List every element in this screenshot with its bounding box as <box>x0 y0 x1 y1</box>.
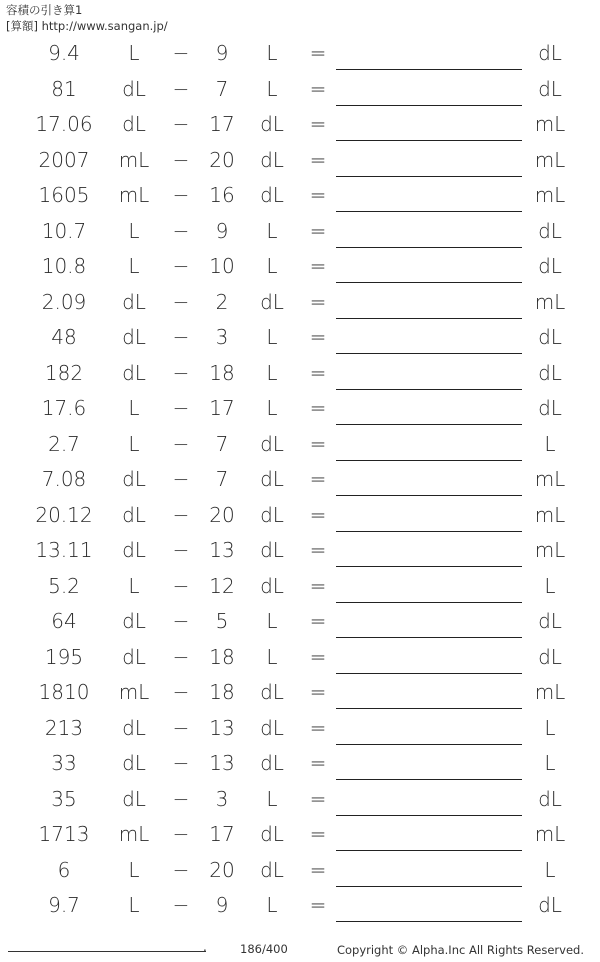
subtrahend-value: 3 <box>215 325 229 349</box>
subtrahend-unit: L <box>266 360 278 385</box>
minus-sign: − <box>172 680 190 704</box>
problem-row <box>0 36 600 72</box>
minus-sign: − <box>172 325 190 349</box>
equals-sign: = <box>309 822 327 846</box>
subtrahend-value: 18 <box>209 680 235 704</box>
minus-sign: − <box>172 360 190 385</box>
minuend-unit: dL <box>122 715 146 740</box>
result-unit: dL <box>538 360 562 385</box>
minuend-value: 64 <box>51 609 77 633</box>
equals-sign: = <box>309 431 327 456</box>
subtrahend-unit: L <box>266 644 278 669</box>
subtrahend-unit: dL <box>260 680 284 704</box>
answer-blank[interactable] <box>336 176 522 177</box>
problem-row <box>0 72 600 108</box>
subtrahend-value: 9 <box>215 218 229 243</box>
subtrahend-value: 2 <box>215 289 229 314</box>
problem-row <box>0 675 600 711</box>
minus-sign: − <box>172 786 190 811</box>
equals-sign: = <box>309 751 327 775</box>
result-unit: dL <box>538 786 562 811</box>
subtrahend-value: 20 <box>209 502 235 527</box>
problem-row <box>0 462 600 498</box>
minus-sign: − <box>172 502 190 527</box>
result-unit: dL <box>538 644 562 669</box>
result-unit: dL <box>538 609 562 633</box>
subtrahend-unit: dL <box>260 822 284 846</box>
equals-sign: = <box>309 112 327 136</box>
minus-sign: − <box>172 41 190 65</box>
subtrahend-unit: dL <box>260 431 284 456</box>
answer-blank[interactable] <box>336 531 522 532</box>
problem-row <box>0 178 600 214</box>
minuend-value: 195 <box>44 644 84 669</box>
result-unit: dL <box>538 218 562 243</box>
subtrahend-unit: dL <box>260 751 284 775</box>
subtrahend-value: 17 <box>209 112 235 136</box>
problem-row <box>0 746 600 782</box>
subtrahend-value: 12 <box>209 573 235 598</box>
equals-sign: = <box>309 396 327 420</box>
problem-row <box>0 391 600 427</box>
subtrahend-value: 13 <box>209 538 235 562</box>
equals-sign: = <box>309 76 327 101</box>
answer-blank[interactable] <box>336 140 522 141</box>
source-url: [算額] http://www.sangan.jp/ <box>6 19 168 33</box>
subtrahend-unit: L <box>266 609 278 633</box>
answer-blank[interactable] <box>336 69 522 70</box>
answer-blank[interactable] <box>336 602 522 603</box>
result-unit: mL <box>534 183 566 207</box>
subtrahend-value: 18 <box>209 360 235 385</box>
answer-blank[interactable] <box>336 282 522 283</box>
minus-sign: − <box>172 289 190 314</box>
result-unit: mL <box>534 147 566 172</box>
result-unit: L <box>544 751 556 775</box>
problem-row <box>0 533 600 569</box>
subtrahend-unit: L <box>266 786 278 811</box>
subtrahend-value: 17 <box>209 822 235 846</box>
result-unit: L <box>544 715 556 740</box>
problem-row <box>0 817 600 853</box>
problem-row <box>0 604 600 640</box>
problem-list <box>0 36 600 924</box>
problem-row <box>0 427 600 463</box>
equals-sign: = <box>309 254 327 278</box>
equals-sign: = <box>309 360 327 385</box>
subtrahend-value: 20 <box>209 147 235 172</box>
problem-row <box>0 640 600 676</box>
answer-blank[interactable] <box>336 318 522 319</box>
minuend-value: 10.8 <box>41 254 87 278</box>
minuend-unit: dL <box>122 538 146 562</box>
equals-sign: = <box>309 183 327 207</box>
worksheet-title: 容積の引き算1 <box>6 3 83 17</box>
answer-blank[interactable] <box>336 673 522 674</box>
result-unit: dL <box>538 325 562 349</box>
result-unit: dL <box>538 76 562 101</box>
minus-sign: − <box>172 857 190 882</box>
result-unit: dL <box>538 396 562 420</box>
equals-sign: = <box>309 467 327 491</box>
equals-sign: = <box>309 857 327 882</box>
subtrahend-unit: dL <box>260 289 284 314</box>
subtrahend-value: 13 <box>209 715 235 740</box>
subtrahend-unit: dL <box>260 183 284 207</box>
subtrahend-unit: dL <box>260 857 284 882</box>
subtrahend-value: 7 <box>215 431 229 456</box>
subtrahend-unit: L <box>266 254 278 278</box>
name-line[interactable] <box>8 951 206 952</box>
subtrahend-value: 10 <box>209 254 235 278</box>
minuend-unit: dL <box>122 325 146 349</box>
minuend-unit: dL <box>122 360 146 385</box>
problem-row <box>0 782 600 818</box>
minuend-unit: L <box>128 254 140 278</box>
minuend-value: 9.4 <box>48 41 80 65</box>
minus-sign: − <box>172 609 190 633</box>
result-unit: mL <box>534 680 566 704</box>
worksheet-header <box>6 2 168 34</box>
problem-row <box>0 356 600 392</box>
subtrahend-unit: L <box>266 396 278 420</box>
subtrahend-value: 20 <box>209 857 235 882</box>
result-unit: mL <box>534 538 566 562</box>
subtrahend-unit: dL <box>260 502 284 527</box>
subtrahend-unit: dL <box>260 573 284 598</box>
minuend-unit: L <box>128 396 140 420</box>
answer-blank[interactable] <box>336 779 522 780</box>
minus-sign: − <box>172 396 190 420</box>
answer-blank[interactable] <box>336 744 522 745</box>
subtrahend-unit: L <box>266 325 278 349</box>
minuend-value: 213 <box>44 715 84 740</box>
result-unit: mL <box>534 289 566 314</box>
subtrahend-unit: dL <box>260 538 284 562</box>
minuend-unit: dL <box>122 751 146 775</box>
answer-blank[interactable] <box>336 424 522 425</box>
minuend-value: 6 <box>57 857 71 882</box>
subtrahend-unit: dL <box>260 715 284 740</box>
minuend-unit: dL <box>122 467 146 491</box>
answer-blank[interactable] <box>336 850 522 851</box>
minuend-unit: dL <box>122 644 146 669</box>
subtrahend-unit: L <box>266 41 278 65</box>
minuend-value: 5.2 <box>48 573 80 598</box>
result-unit: dL <box>538 254 562 278</box>
subtrahend-value: 17 <box>209 396 235 420</box>
equals-sign: = <box>309 218 327 243</box>
problem-row <box>0 320 600 356</box>
worksheet-footer <box>0 938 600 962</box>
equals-sign: = <box>309 573 327 598</box>
subtrahend-value: 7 <box>215 467 229 491</box>
problem-row <box>0 214 600 250</box>
minuend-value: 10.7 <box>41 218 87 243</box>
answer-blank[interactable] <box>336 708 522 709</box>
equals-sign: = <box>309 609 327 633</box>
minus-sign: − <box>172 147 190 172</box>
minuend-value: 81 <box>51 76 77 101</box>
minuend-unit: L <box>128 573 140 598</box>
result-unit: dL <box>538 41 562 65</box>
subtrahend-value: 16 <box>209 183 235 207</box>
minuend-value: 1713 <box>38 822 90 846</box>
minuend-unit: mL <box>118 822 150 846</box>
minuend-value: 1605 <box>38 183 90 207</box>
problem-row <box>0 853 600 889</box>
minus-sign: − <box>172 822 190 846</box>
minuend-value: 20.12 <box>35 502 93 527</box>
equals-sign: = <box>309 680 327 704</box>
answer-blank[interactable] <box>336 566 522 567</box>
minuend-value: 182 <box>44 360 84 385</box>
minuend-value: 35 <box>51 786 77 811</box>
minus-sign: − <box>172 573 190 598</box>
result-unit: L <box>544 573 556 598</box>
minus-sign: − <box>172 218 190 243</box>
minuend-unit: mL <box>118 680 150 704</box>
equals-sign: = <box>309 538 327 562</box>
minuend-unit: L <box>128 431 140 456</box>
problem-row <box>0 888 600 924</box>
minuend-value: 2.09 <box>41 289 87 314</box>
minuend-value: 48 <box>51 325 77 349</box>
problem-row <box>0 285 600 321</box>
name-line-dot: . <box>203 940 207 954</box>
problem-row <box>0 249 600 285</box>
equals-sign: = <box>309 786 327 811</box>
minuend-unit: L <box>128 218 140 243</box>
equals-sign: = <box>309 893 327 917</box>
minuend-unit: dL <box>122 786 146 811</box>
result-unit: L <box>544 857 556 882</box>
minuend-unit: L <box>128 41 140 65</box>
subtrahend-unit: L <box>266 893 278 917</box>
minuend-value: 17.6 <box>41 396 87 420</box>
minuend-unit: L <box>128 857 140 882</box>
minus-sign: − <box>172 431 190 456</box>
minus-sign: − <box>172 893 190 917</box>
equals-sign: = <box>309 289 327 314</box>
equals-sign: = <box>309 147 327 172</box>
minuend-unit: L <box>128 893 140 917</box>
subtrahend-value: 9 <box>215 893 229 917</box>
problem-row <box>0 711 600 747</box>
equals-sign: = <box>309 41 327 65</box>
answer-blank[interactable] <box>336 815 522 816</box>
minuend-unit: mL <box>118 147 150 172</box>
subtrahend-value: 3 <box>215 786 229 811</box>
result-unit: mL <box>534 502 566 527</box>
subtrahend-unit: dL <box>260 467 284 491</box>
result-unit: dL <box>538 893 562 917</box>
minuend-unit: dL <box>122 609 146 633</box>
equals-sign: = <box>309 644 327 669</box>
result-unit: mL <box>534 467 566 491</box>
minuend-value: 2.7 <box>48 431 80 456</box>
subtrahend-value: 18 <box>209 644 235 669</box>
answer-blank[interactable] <box>336 921 522 922</box>
minuend-unit: mL <box>118 183 150 207</box>
subtrahend-unit: dL <box>260 112 284 136</box>
equals-sign: = <box>309 502 327 527</box>
minuend-unit: dL <box>122 112 146 136</box>
minuend-unit: dL <box>122 289 146 314</box>
answer-blank[interactable] <box>336 211 522 212</box>
minus-sign: − <box>172 112 190 136</box>
answer-blank[interactable] <box>336 389 522 390</box>
subtrahend-value: 7 <box>215 76 229 101</box>
copyright-text: Copyright © Alpha.Inc All Rights Reserved. <box>336 943 584 957</box>
answer-blank[interactable] <box>336 637 522 638</box>
minus-sign: − <box>172 183 190 207</box>
result-unit: L <box>544 431 556 456</box>
subtrahend-value: 9 <box>215 41 229 65</box>
result-unit: mL <box>534 822 566 846</box>
minus-sign: − <box>172 644 190 669</box>
minuend-unit: dL <box>122 76 146 101</box>
answer-blank[interactable] <box>336 460 522 461</box>
minus-sign: − <box>172 751 190 775</box>
minus-sign: − <box>172 76 190 101</box>
minus-sign: − <box>172 467 190 491</box>
minuend-value: 7.08 <box>41 467 87 491</box>
minuend-value: 17.06 <box>35 112 93 136</box>
page-number: 186/400 <box>240 942 288 956</box>
subtrahend-unit: L <box>266 218 278 243</box>
subtrahend-unit: L <box>266 76 278 101</box>
minus-sign: − <box>172 538 190 562</box>
minuend-value: 33 <box>51 751 77 775</box>
problem-row <box>0 498 600 534</box>
minuend-value: 2007 <box>38 147 90 172</box>
answer-blank[interactable] <box>336 886 522 887</box>
answer-blank[interactable] <box>336 495 522 496</box>
minus-sign: − <box>172 254 190 278</box>
equals-sign: = <box>309 325 327 349</box>
subtrahend-value: 5 <box>215 609 229 633</box>
problem-row <box>0 569 600 605</box>
problem-row <box>0 107 600 143</box>
equals-sign: = <box>309 715 327 740</box>
minuend-value: 13.11 <box>35 538 93 562</box>
answer-blank[interactable] <box>336 105 522 106</box>
subtrahend-value: 13 <box>209 751 235 775</box>
result-unit: mL <box>534 112 566 136</box>
answer-blank[interactable] <box>336 247 522 248</box>
minus-sign: − <box>172 715 190 740</box>
problem-row <box>0 143 600 179</box>
answer-blank[interactable] <box>336 353 522 354</box>
minuend-unit: dL <box>122 502 146 527</box>
subtrahend-unit: dL <box>260 147 284 172</box>
minuend-value: 9.7 <box>48 893 80 917</box>
minuend-value: 1810 <box>38 680 90 704</box>
